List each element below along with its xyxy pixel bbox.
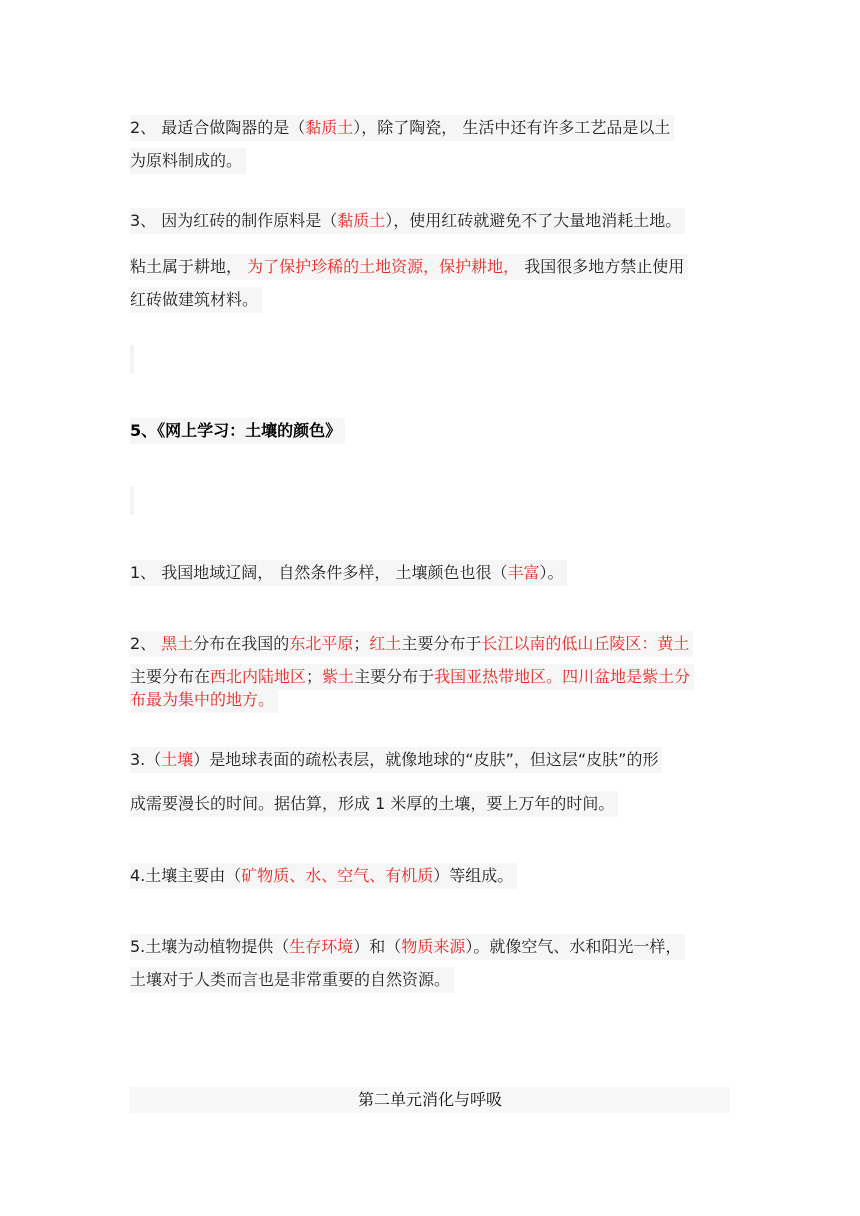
heading-text: 5、《网上学习：土壤的颜色》	[130, 421, 342, 440]
item-2-line-1	[130, 631, 693, 657]
text: 2、	[130, 634, 162, 653]
text: ）。就像空气、水和阳光一样，	[465, 937, 682, 956]
paragraph-3-line-1	[130, 208, 685, 234]
text: 4.土壤主要由（	[130, 866, 242, 885]
item-2-line-3	[130, 687, 278, 713]
answer-text: 矿物质、水、空气、有机质	[241, 866, 434, 885]
answer-text: 丰富	[507, 563, 540, 582]
answer-text: 长江以南的低山丘陵区：黄土	[481, 634, 690, 653]
answer-text: 紫土	[322, 667, 355, 686]
text: ）。	[539, 563, 564, 582]
text: 为原料制成的。	[130, 151, 243, 170]
text: 红砖做建筑材料。	[130, 290, 259, 309]
answer-text: 西北内陆地区	[210, 667, 307, 686]
unit-title-text: 第二单元消化与呼吸	[357, 1090, 502, 1109]
text: 我国很多地方禁止使用	[524, 257, 685, 276]
item-5-line-2	[130, 967, 454, 993]
text: 1、 我国地域辽阔， 自然条件多样， 土壤颜色也很（	[130, 563, 508, 582]
text: ），使用红砖就避免不了大量地消耗土地。	[385, 211, 682, 230]
paragraph-2-line-1	[130, 115, 674, 141]
item-3-line-1	[130, 747, 662, 773]
answer-text: 土壤	[161, 750, 194, 769]
answer-text: 布最为集中的地方。	[130, 690, 275, 709]
answer-text: 红土	[369, 634, 402, 653]
paragraph-2-line-2	[130, 148, 246, 174]
item-4	[130, 863, 517, 889]
item-1	[130, 560, 567, 586]
blank-line-marker	[130, 487, 134, 515]
text: ；	[353, 634, 370, 653]
answer-text: 我国亚热带地区。四川盆地是紫土分	[434, 667, 691, 686]
section-heading	[130, 418, 345, 444]
answer-text: 生存环境	[289, 937, 354, 956]
unit-title	[130, 1087, 730, 1113]
text: 成需要漫长的时间。据估算，形成 1 米厚的土壤，要上万年的时间。	[130, 794, 615, 813]
answer-text: 黑土	[161, 634, 194, 653]
text: ），除了陶瓷， 生活中还有许多工艺品是以土	[353, 118, 671, 137]
answer-text: 东北平原	[289, 634, 354, 653]
item-3-line-2	[130, 791, 618, 817]
text: 粘土属于耕地，	[130, 257, 243, 276]
text: 3.（	[130, 750, 162, 769]
text: 分布在我国的	[193, 634, 290, 653]
text: 3、 因为红砖的制作原料是（	[130, 211, 338, 230]
text: ）是地球表面的疏松表层，就像地球的“皮肤”，但这层“皮肤”的形	[193, 750, 659, 769]
answer-text: 黏质土	[337, 211, 386, 230]
answer-text: 物质来源	[401, 937, 466, 956]
text: ）等组成。	[433, 866, 514, 885]
text: 5.土壤为动植物提供（	[130, 937, 290, 956]
answer-text: 黏质土	[305, 118, 354, 137]
paragraph-3-line-3	[130, 287, 262, 313]
paragraph-3-line-2	[130, 254, 688, 280]
highlight-text: 为了保护珍稀的土地资源，保护耕地，	[247, 257, 520, 276]
text: 主要分布于	[354, 667, 435, 686]
text: 主要分布在	[130, 667, 211, 686]
text: 主要分布于	[401, 634, 482, 653]
text: 土壤对于人类而言也是非常重要的自然资源。	[130, 970, 451, 989]
item-5-line-1	[130, 934, 685, 960]
text: ）和（	[353, 937, 402, 956]
text: ；	[306, 667, 323, 686]
text: 2、 最适合做陶器的是（	[130, 118, 306, 137]
blank-line-marker	[130, 345, 134, 373]
